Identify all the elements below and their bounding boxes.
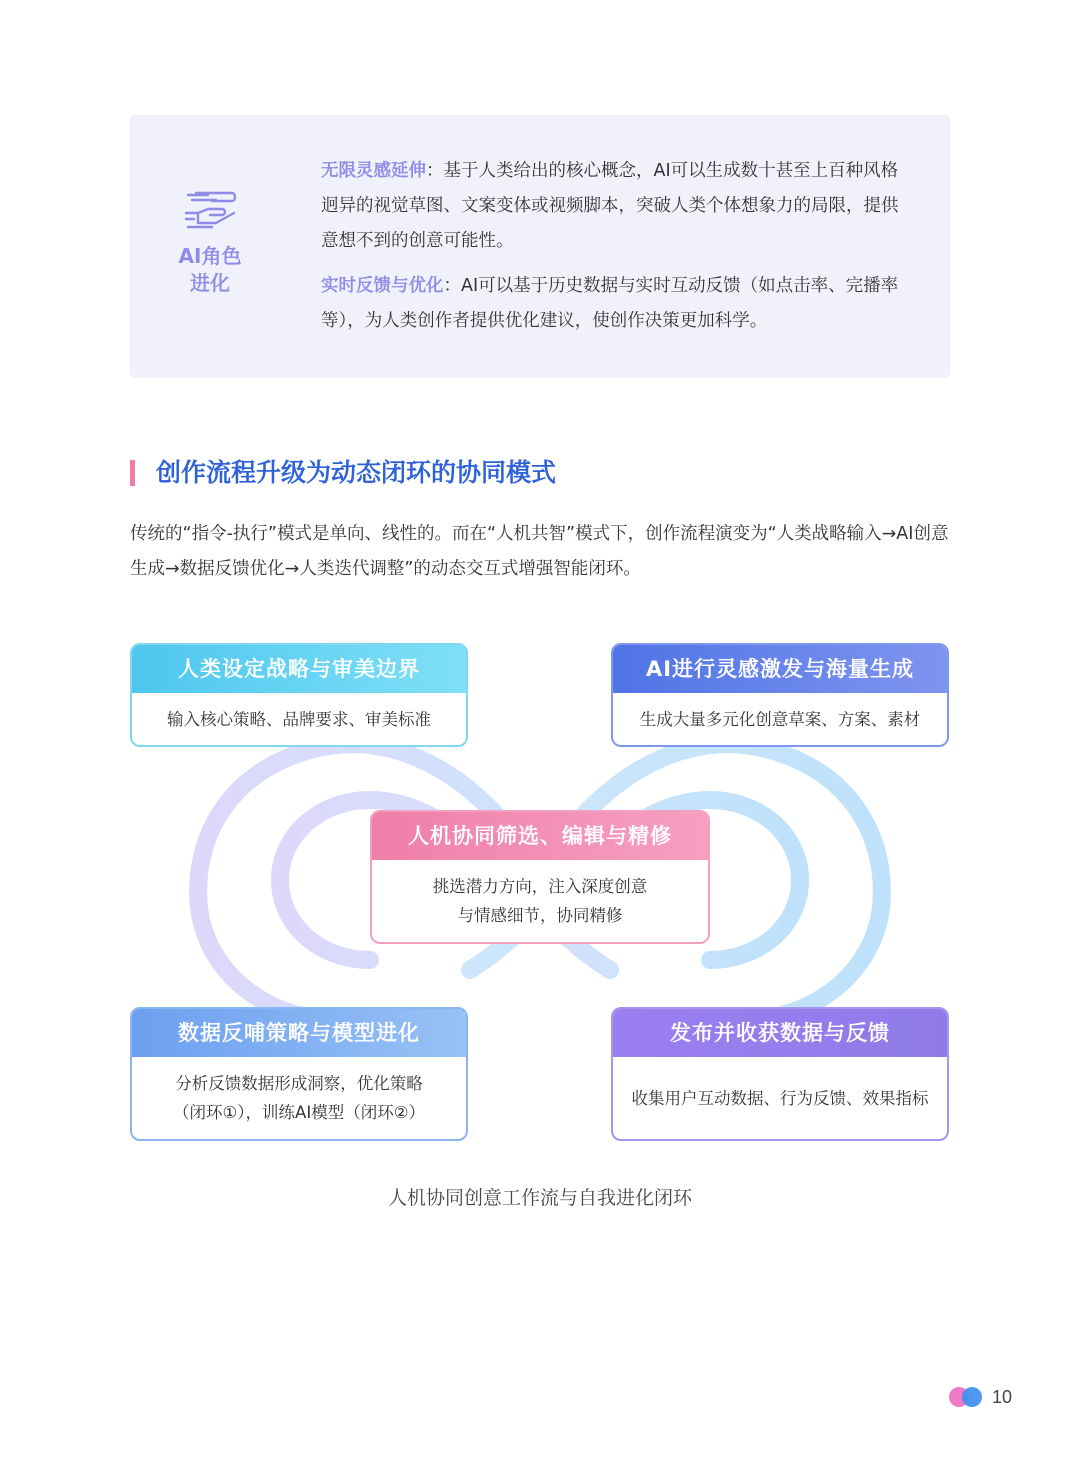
card-collaborative-editing [370, 810, 710, 944]
card-publish-collect [611, 1007, 949, 1141]
ai-role-label-line: AI角色 [178, 244, 242, 268]
card-text-line: 输入核心策略、品牌要求、审美标准 [167, 709, 431, 729]
callout-item-text: ：基于人类给出的核心概念，AI可以生成数十甚至上百种风格迥异的视觉草图、文案变体或视频脚本，突破人类个体想象力的局限，提供意想不到的创意可能性。 [321, 161, 899, 251]
card-data-feedback [130, 1007, 468, 1141]
card-body [132, 1057, 466, 1139]
page-number: 10 [992, 1387, 1013, 1407]
callout-item-text: ：AI可以基于历史数据与实时互动反馈（如点击率、完播率等），为人类创作者提供优化建议，使创作决策更加科学。 [321, 276, 899, 331]
callout-item-keyword: 实时反馈与优化 [321, 276, 444, 296]
ai-role-label-line: 进化 [190, 271, 230, 295]
card-body [132, 693, 466, 745]
card-human-strategy [130, 643, 468, 747]
ai-role-label [160, 243, 260, 297]
callout-item-feedback [321, 269, 911, 339]
card-title: 数据反哺策略与模型进化 [132, 1009, 466, 1057]
card-text-line: （闭环①），训练AI模型（闭环②） [173, 1103, 425, 1122]
ai-role-callout [130, 115, 950, 378]
card-text-line: 生成大量多元化创意草案、方案、素材 [639, 709, 921, 729]
card-body [372, 860, 708, 942]
card-body [613, 693, 947, 745]
card-text-line: 与情感细节，协同精修 [457, 906, 623, 925]
callout-item-inspiration [321, 154, 911, 259]
card-title: 人机协同筛选、编辑与精修 [372, 812, 708, 860]
card-text-line: 分析反馈数据形成洞察，优化策略 [175, 1074, 423, 1093]
heading-accent-bar [130, 460, 135, 486]
section-title: 创作流程升级为动态闭环的协同模式 [156, 458, 557, 487]
card-text-line: 挑选潜力方向，注入深度创意 [432, 877, 648, 896]
card-ai-generation [611, 643, 949, 747]
card-title: AI进行灵感激发与海量生成 [613, 645, 947, 693]
callout-item-keyword: 无限灵感延伸 [321, 161, 426, 181]
card-title: 发布并收获数据与反馈 [613, 1009, 947, 1057]
card-text-line: 收集用户互动数据、行为反馈、效果指标 [631, 1088, 929, 1108]
diagram-caption: 人机协同创意工作流与自我进化闭环 [387, 1187, 692, 1209]
card-title: 人类设定战略与审美边界 [132, 645, 466, 693]
card-body [613, 1057, 947, 1139]
section-intro: 传统的“指令-执行”模式是单向、线性的。而在“人机共智”模式下，创作流程演变为“人类战略输入→AI创意生成→数据反馈优化→人类迭代调整”的动态交互式增强智能闭环。 [130, 524, 949, 579]
hand-holding-icon [182, 189, 240, 233]
two-dots-icon [948, 1386, 988, 1408]
